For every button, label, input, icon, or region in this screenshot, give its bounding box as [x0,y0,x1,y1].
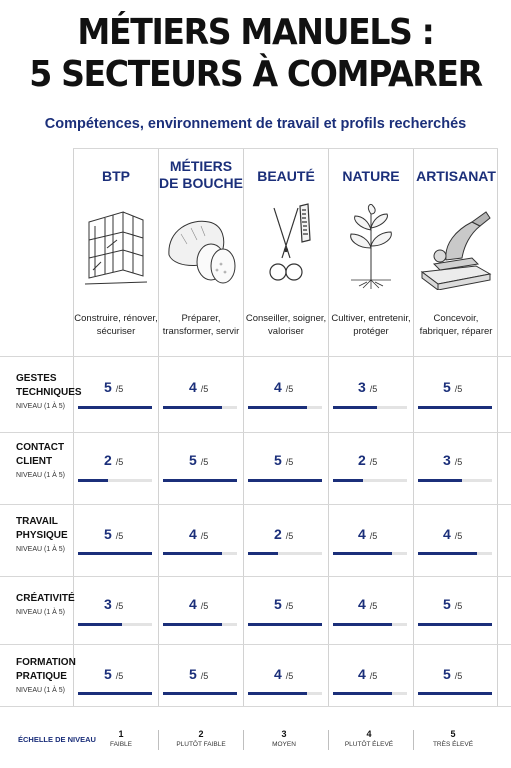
score-value [274,379,358,397]
score-max: /5 [115,531,124,541]
score-bar-fill [418,623,492,626]
score-bar [333,406,407,409]
score-value [358,526,442,544]
criterion-label-formation-pratique: FORMATION PRATIQUE NIVEAU (1 À 5) [16,657,76,694]
sector-description: Cultiver, entretenir, protéger [331,313,411,337]
score-value [104,379,188,397]
scale-level-4: 4 PLUTÔT ÉLEVÉ [344,729,394,748]
score-bar [248,479,322,482]
score-number: 5 [443,666,451,682]
score-value [358,379,442,397]
score-bar-fill [333,623,392,626]
score-bar-fill [248,552,278,555]
sector-title: MÉTIERS DE BOUCHE [159,158,244,191]
score-bar [163,479,237,482]
score-value [189,526,273,544]
score-bar [418,479,492,482]
score-number: 5 [189,452,197,468]
score-bar-fill [78,406,152,409]
score-value [104,666,188,684]
score-max: /5 [285,384,294,394]
score-value [358,596,442,614]
score-value [189,379,273,397]
sector-title: BTP [102,168,130,184]
score-max: /5 [369,531,378,541]
score-number: 4 [358,666,366,682]
score-bar-fill [163,692,237,695]
score-number: 3 [358,379,366,395]
score-value [443,379,511,397]
score-max: /5 [200,671,209,681]
score-bar [78,479,152,482]
sector-description: Préparer, transformer, servir [162,313,240,337]
score-bar-fill [248,623,322,626]
grid-line [0,576,511,577]
grid-line [0,644,511,645]
score-max: /5 [200,457,209,467]
grid-line [0,356,511,357]
score-number: 4 [189,596,197,612]
grid-line [73,148,498,149]
score-bar [78,406,152,409]
bread-loaf-icon [159,200,243,300]
score-bar-fill [333,479,363,482]
grid-line [0,432,511,433]
score-bar-fill [333,692,392,695]
score-max: /5 [115,384,124,394]
score-number: 4 [274,666,282,682]
score-max: /5 [200,531,209,541]
score-value [274,596,358,614]
score-bar [333,623,407,626]
hand-plane-icon [414,200,498,300]
scale-level-3: 3 MOYEN [272,729,296,748]
score-bar [333,692,407,695]
score-bar-fill [78,552,152,555]
score-bar [78,692,152,695]
score-max: /5 [285,457,294,467]
score-bar-fill [333,552,392,555]
score-max: /5 [200,601,209,611]
score-bar [163,552,237,555]
score-bar [418,552,492,555]
score-number: 4 [189,379,197,395]
score-number: 4 [443,526,451,542]
score-bar-fill [78,692,152,695]
score-number: 3 [104,596,112,612]
scale-level-2: 2 PLUTÔT FAIBLE [176,729,226,748]
score-value [274,526,358,544]
score-bar-fill [333,406,377,409]
criterion-label-contact-client: CONTACT CLIENT NIVEAU (1 À 5) [16,442,66,479]
sector-title: ARTISANAT [416,168,496,184]
score-bar [418,623,492,626]
score-value [189,666,273,684]
building-sketch-icon [74,200,158,300]
score-max: /5 [115,601,124,611]
score-value [443,452,511,470]
score-max: /5 [285,531,294,541]
score-number: 3 [443,452,451,468]
score-bar-fill [418,406,492,409]
score-max: /5 [454,671,463,681]
grid-line [0,706,511,707]
score-number: 4 [189,526,197,542]
score-max: /5 [285,671,294,681]
sector-title: BEAUTÉ [257,168,315,184]
score-number: 5 [104,666,112,682]
score-bar-fill [248,479,322,482]
score-max: /5 [200,384,209,394]
score-bar-fill [78,623,122,626]
score-bar-fill [163,623,222,626]
score-bar-fill [248,692,307,695]
score-bar [333,552,407,555]
title-line-1: MÉTIERS MANUELS : [77,12,434,53]
sector-description: Concevoir, fabriquer, réparer [419,313,493,337]
score-max: /5 [454,601,463,611]
score-bar [163,692,237,695]
score-bar [248,692,322,695]
score-bar [418,406,492,409]
score-value [189,452,273,470]
score-bar [418,692,492,695]
score-max: /5 [369,671,378,681]
score-number: 5 [104,379,112,395]
score-max: /5 [369,384,378,394]
score-bar [248,623,322,626]
score-max: /5 [115,671,124,681]
score-value [274,452,358,470]
scissors-comb-icon [244,200,328,300]
score-bar-fill [78,479,108,482]
page-title [20,12,490,96]
score-bar-fill [163,552,222,555]
score-max: /5 [115,457,124,467]
page-subtitle: Compétences, environnement de travail et profils recherchés [44,116,467,132]
score-bar [163,406,237,409]
score-bar [248,552,322,555]
title-line-2: 5 SECTEURS À COMPARER [29,54,482,95]
score-bar [78,552,152,555]
score-bar-fill [248,406,307,409]
score-max: /5 [454,457,463,467]
criterion-label-creativite: CRÉATIVITÉ NIVEAU (1 À 5) [16,593,75,616]
score-number: 2 [274,526,282,542]
score-bar-fill [163,479,237,482]
criterion-label-travail-physique: TRAVAIL PHYSIQUE NIVEAU (1 À 5) [16,516,68,553]
scale-label: ÉCHELLE DE NIVEAU [18,735,96,744]
sector-description: Construire, rénover, sécuriser [74,313,158,337]
score-number: 2 [358,452,366,468]
score-max: /5 [454,531,463,541]
sector-title: NATURE [342,168,400,184]
score-number: 5 [189,666,197,682]
score-value [274,666,358,684]
score-value [104,452,188,470]
score-number: 4 [358,526,366,542]
scale-level-1: 1 FAIBLE [109,729,133,748]
score-bar-fill [418,692,492,695]
score-number: 5 [274,596,282,612]
score-bar [163,623,237,626]
score-bar [78,623,152,626]
scale-level-5: 5 TRÈS ÉLEVÉ [432,729,474,748]
score-value [443,596,511,614]
score-value [443,526,511,544]
plant-icon [329,200,413,300]
score-number: 4 [358,596,366,612]
score-max: /5 [454,384,463,394]
score-bar-fill [418,479,462,482]
score-bar [333,479,407,482]
score-bar-fill [418,552,477,555]
score-value [189,596,273,614]
score-bar [248,406,322,409]
score-number: 5 [443,596,451,612]
sector-description: Conseiller, soigner, valoriser [245,313,327,337]
score-number: 5 [274,452,282,468]
score-number: 5 [104,526,112,542]
score-bar-fill [163,406,222,409]
score-value [104,526,188,544]
grid-line [0,504,511,505]
score-max: /5 [285,601,294,611]
score-value [104,596,188,614]
criterion-label-gestes-techniques: GESTES TECHNIQUES NIVEAU (1 À 5) [16,373,82,410]
score-number: 4 [274,379,282,395]
score-value [358,666,442,684]
score-max: /5 [369,457,378,467]
score-number: 5 [443,379,451,395]
score-value [443,666,511,684]
score-value [358,452,442,470]
score-max: /5 [369,601,378,611]
score-number: 2 [104,452,112,468]
